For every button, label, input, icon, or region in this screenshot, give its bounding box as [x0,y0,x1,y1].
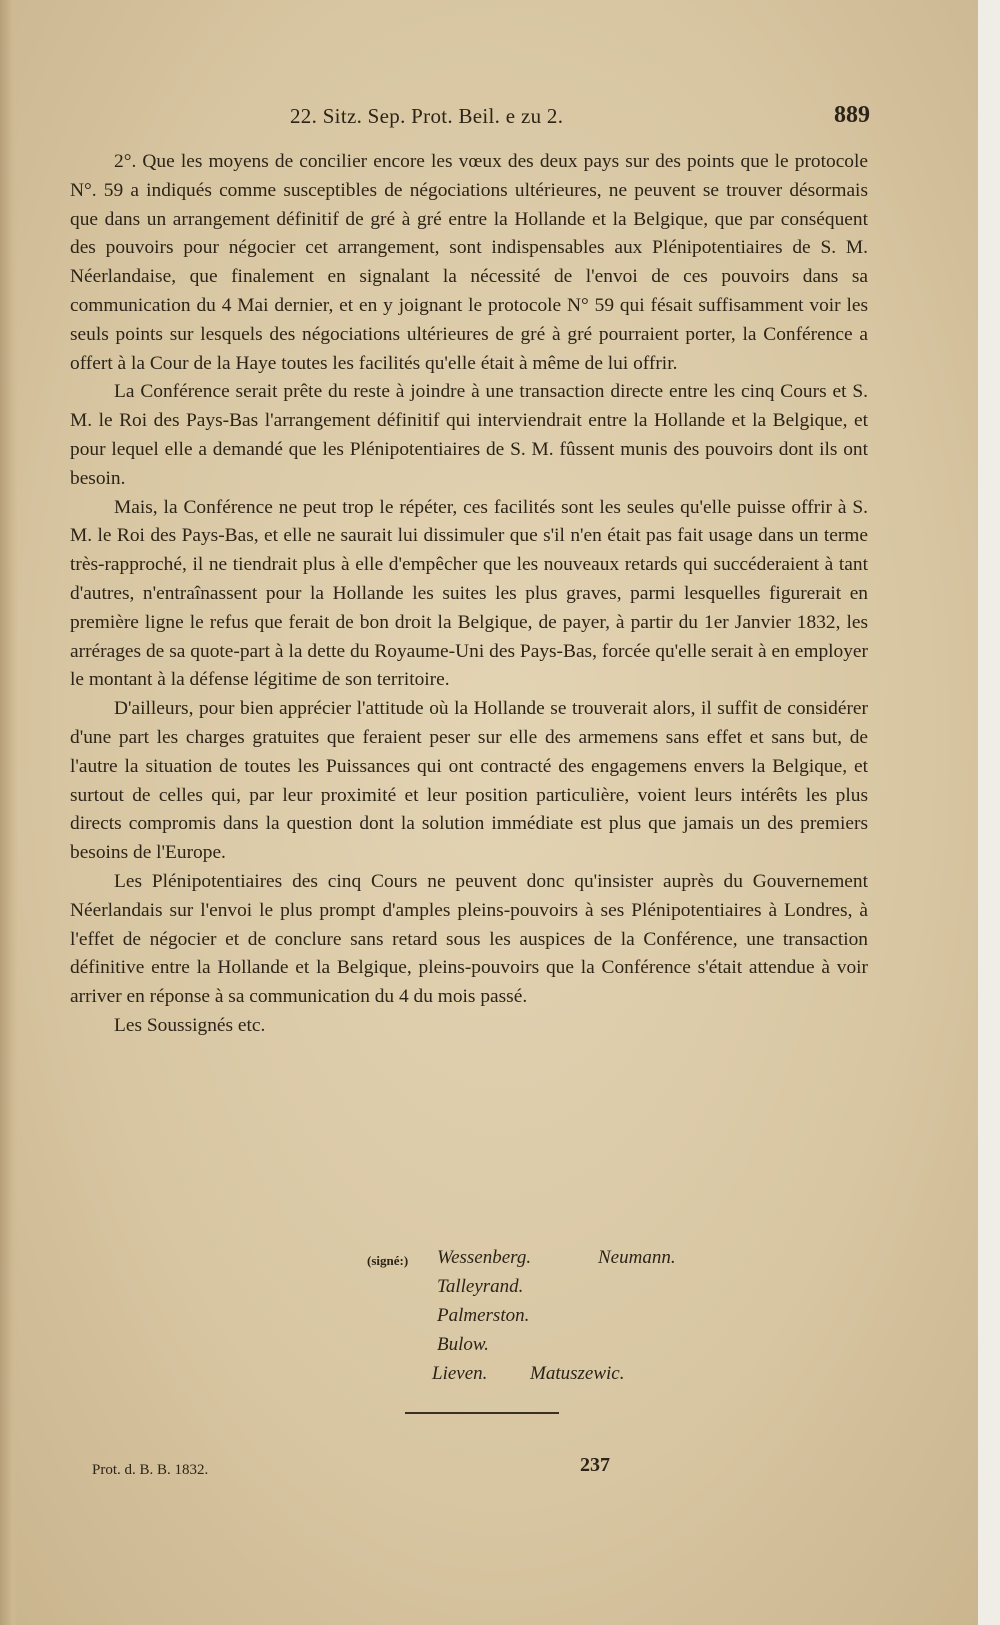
signature-name: Talleyrand. [437,1276,524,1297]
page-number: 889 [834,102,870,128]
paragraph: D'ailleurs, pour bien apprécier l'attitude où la Hollande se trouverait alors, il suffit de considérer d'une part les charges gratuites que feraient peser sur elle des armemens sans effet et sans but, de l'autre la situation de toutes les Puissances qui ont contracté des engagemens envers la Belgique, et surtout de celles qui, par leur proximité et leur position particulière, voient leurs intérêts les plus directs compromis dans la question dont la solution immédiate est plus que jamais un des premiers besoins de l'Europe. [70,698,868,864]
signature-name: Matuszewic. [530,1363,625,1384]
paragraph: Les Plénipotentiaires des cinq Cours ne peuvent donc qu'insister auprès du Gouvernement Néerlandais sur l'envoi le plus prompt d'amples pleins-pouvoirs à ses Plénipotentiaires à Londres, à l'effet de négocier et de conclure sans retard sous les auspices de la Conférence, une transaction définitive entre la Hollande et la Belgique, pleins-pouvoirs que la Conférence s'était attendue à voir arriver en réponse à sa communication du 4 du mois passé. [70,870,868,1008]
paragraph: La Conférence serait prête du reste à joindre à une transaction directe entre les cinq Cours et S. M. le Roi des Pays-Bas l'arrangement définitif qui interviendrait entre la Hollande et la Belgique, et pour lequel elle a demandé que les Plénipotentiaires de S. M. fûssent munis des pouvoirs dont ils ont besoin. [70,381,868,489]
paragraph: Mais, la Conférence ne peut trop le répéter, ces facilités sont les seules qu'elle puisse offrir à S. M. le Roi des Pays-Bas, et elle ne saurait lui dissimuler que s'il n'en était pas fait usage dans un terme très-rapproché, il ne tiendrait plus à elle d'empêcher que les nouveaux retards qui succéderaient à tant d'autres, n'entraînassent pour la Hollande les suites les plus graves, parmi lesquelles figurerait en première ligne le refus que ferait de bon droit la Belgique, de payer, à partir du 1er Janvier 1832, les arrérages de sa quote-part à la dette du Royaume-Uni des Pays-Bas, forcée qu'elle serait à en employer le montant à la défense légitime de son territoire. [70,496,868,691]
binding-edge [0,0,18,1625]
section-rule [405,1412,559,1414]
scan-margin [978,0,1000,1625]
running-title: 22. Sitz. Sep. Prot. Beil. e zu 2. [290,104,564,128]
page-header [70,100,870,140]
footer-sheet-number: 237 [580,1454,610,1476]
signature-name: Neumann. [598,1247,676,1268]
body-text [70,148,868,1041]
signature-label: (signé:) [367,1253,409,1268]
signature-name: Lieven. [432,1363,488,1384]
signature-name: Bulow. [437,1334,489,1355]
paragraph: 2°. Que les moyens de concilier encore les vœux des deux pays sur des points que le protocole N°. 59 a indiqués comme susceptibles de négociations ultérieures, ne peuvent se trouver désormais que dans un arrangement définitif de gré à gré entre la Hollande et la Belgique, que par conséquent des pouvoirs pour négocier cet arrangement, sont indispensables aux Plénipotentiaires de S. M. Néerlandaise, que finalement en signalant la nécessité de l'envoi de ces pouvoirs dans sa communication du 4 Mai dernier, et en y joignant le protocole N° 59 qui fésait suffisamment voir les seuls points sur lesquels des négociations ultérieures de gré à gré pourraient porter, la Conférence a offert à la Cour de la Haye toutes les facilités qu'elle était à même de lui offrir. [70,151,868,374]
closing-line: Les Soussignés etc. [114,1014,266,1036]
footer-signature-mark: Prot. d. B. B. 1832. [92,1462,209,1478]
signature-name: Wessenberg. [437,1247,532,1268]
signature-name: Palmerston. [437,1305,530,1326]
